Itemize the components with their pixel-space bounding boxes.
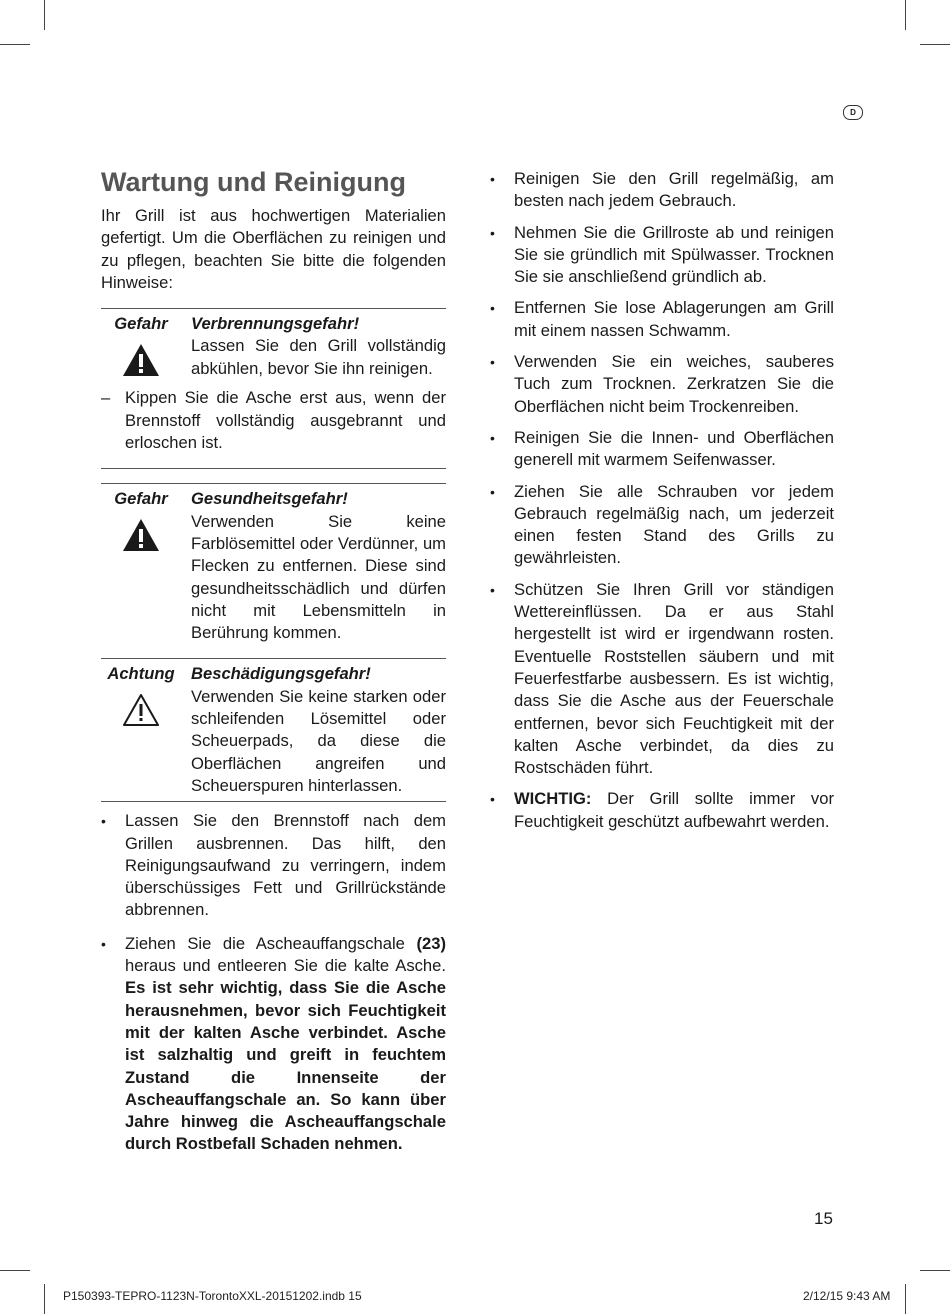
divider [101, 468, 446, 469]
right-bullet-list [490, 168, 834, 833]
page-title: Wartung und Reinigung [101, 167, 406, 197]
crop-mark [920, 1270, 950, 1271]
bullet-mark: • [101, 813, 106, 830]
warning-title: Gesundheitsgefahr! [191, 489, 348, 509]
page-number: 15 [814, 1209, 833, 1228]
list-item [490, 427, 834, 472]
text-run: Der Grill sollte immer vor Feuchtigkeit geschützt aufbewahrt werden. [514, 789, 834, 831]
crop-mark [0, 44, 30, 45]
list-item-text: Reinigen Sie die Innen- und Oberflächen generell mit warmem Seifenwasser. [514, 427, 834, 470]
bullet-mark: • [490, 224, 495, 241]
warning-triangle-filled-icon [122, 518, 160, 558]
list-item [490, 297, 834, 342]
list-item [101, 810, 446, 921]
text-run: Ziehen Sie die Ascheauffangschale [125, 933, 417, 953]
warning-label: Achtung [107, 664, 175, 684]
list-item-text: Verwenden Sie ein weiches, sauberes Tuch zum Trocknen. Zerkratzen Sie die Oberflächen nicht beim Trockenreiben. [514, 352, 834, 416]
crop-mark [920, 44, 950, 45]
warning-label: Gefahr [114, 489, 168, 509]
bullet-mark: • [490, 354, 495, 371]
warning-title: Verbrennungsgefahr! [191, 314, 360, 334]
crop-mark [905, 0, 906, 30]
warning-text: Verwenden Sie keine starken oder schleifenden Lösemittel oder Scheuerpads, da diese die Oberflächen angreifen und Scheuerspuren hinterlassen. [191, 686, 446, 795]
dash-list-item [101, 387, 446, 454]
left-bullet-list [101, 810, 446, 1155]
list-item-text: Lassen Sie den Brennstoff nach dem Grillen ausbrennen. Das hilft, den Reinigungsaufwand zu verringern, indem überschüssiges Fett und Grillrückstände abbrennen. [125, 811, 446, 920]
bullet-mark: • [490, 581, 495, 598]
part-reference: (23) [416, 933, 446, 953]
warning-block-health [101, 483, 446, 644]
list-item-text: Schützen Sie Ihren Grill vor ständigen Wettereinflüssen. Da er aus Stahl hergestellt ist wird er irgendwann rosten. Eventuelle Roststellen säubern und mit Feuerfestfarbe ausbessern. Es ist wichtig, dass Sie die Asche aus der Feuerschale entfernen, bevor sich Feuchtigkeit mit der kalten Asche verbindet, da dies zu Rostschäden führt. [514, 579, 834, 778]
bullet-mark: • [101, 935, 106, 952]
list-item-text [514, 788, 834, 833]
warning-triangle-outline-icon [122, 693, 160, 733]
crop-mark [0, 1270, 30, 1271]
dash-item-text: Kippen Sie die Asche erst aus, wenn der Brennstoff vollständig ausgebrannt und erloschen ist. [125, 388, 446, 453]
list-item-important [490, 788, 834, 833]
right-column [490, 168, 834, 842]
list-item [490, 481, 834, 570]
warning-text: Verwenden Sie keine Farblösemittel oder Verdünner, um Flecken zu entfernen. Diese sind gesundheitsschädlich und dürfen nicht mit Lebensmitteln in Berührung kommen. [191, 511, 446, 643]
list-item-text [125, 933, 446, 1156]
list-item-ash [101, 933, 446, 1156]
left-column [101, 165, 446, 1167]
bullet-mark: • [490, 791, 495, 808]
list-item [490, 351, 834, 418]
print-slug-filename: P150393-TEPRO-1123N-TorontoXXL-20151202.indb 15 [63, 1289, 362, 1303]
bullet-mark: • [490, 429, 495, 446]
warning-block-burn [101, 308, 446, 383]
list-item [490, 579, 834, 780]
warning-block-damage [101, 658, 446, 797]
emphasis-text: Es ist sehr wichtig, dass Sie die Asche herausnehmen, bevor sich Feuchtigkeit mit der kalten Asche verbindet. Asche ist salzhaltig und greift in feuchtem Zustand die Innenseite der Ascheauffangschale an. So kann über Jahre hinweg die Ascheauffangschale durch Rostbefall Schaden nehmen. [125, 978, 446, 1154]
intro-paragraph: Ihr Grill ist aus hochwertigen Materialien gefertigt. Um die Oberflächen zu reinigen und zu pflegen, beachten Sie bitte die folgenden Hinweise: [101, 206, 446, 292]
print-slug-timestamp: 2/12/15 9:43 AM [803, 1289, 891, 1303]
list-item [490, 222, 834, 289]
bullet-mark: • [490, 171, 495, 187]
divider [101, 801, 446, 802]
warning-title: Beschädigungsgefahr! [191, 664, 371, 684]
list-item-text: Entfernen Sie lose Ablagerungen am Grill mit einem nassen Schwamm. [514, 298, 834, 340]
list-item [490, 168, 834, 213]
bullet-mark: • [490, 300, 495, 317]
crop-mark [44, 1284, 45, 1314]
list-item-text: Ziehen Sie alle Schrauben vor jedem Gebrauch regelmäßig nach, um jederzeit einen festen Stand des Grills zu gewährleisten. [514, 481, 834, 568]
warning-text: Lassen Sie den Grill vollständig abkühlen, bevor Sie ihn reinigen. [191, 336, 446, 378]
crop-mark [44, 0, 45, 30]
warning-triangle-filled-icon [122, 343, 160, 383]
crop-mark [905, 1284, 906, 1314]
dash-mark: – [101, 388, 111, 408]
important-label: WICHTIG: [514, 789, 592, 809]
list-item-text: Nehmen Sie die Grillroste ab und reinigen Sie sie gründlich mit Spülwasser. Trocknen Sie sie anschließend gründlich ab. [514, 222, 834, 287]
bullet-mark: • [490, 483, 495, 500]
text-run: heraus und entleeren Sie die kalte Asche. [125, 956, 446, 976]
warning-label: Gefahr [114, 314, 168, 334]
language-badge: D [843, 105, 863, 120]
list-item-text: Reinigen Sie den Grill regelmäßig, am besten nach jedem Gebrauch. [514, 169, 834, 211]
